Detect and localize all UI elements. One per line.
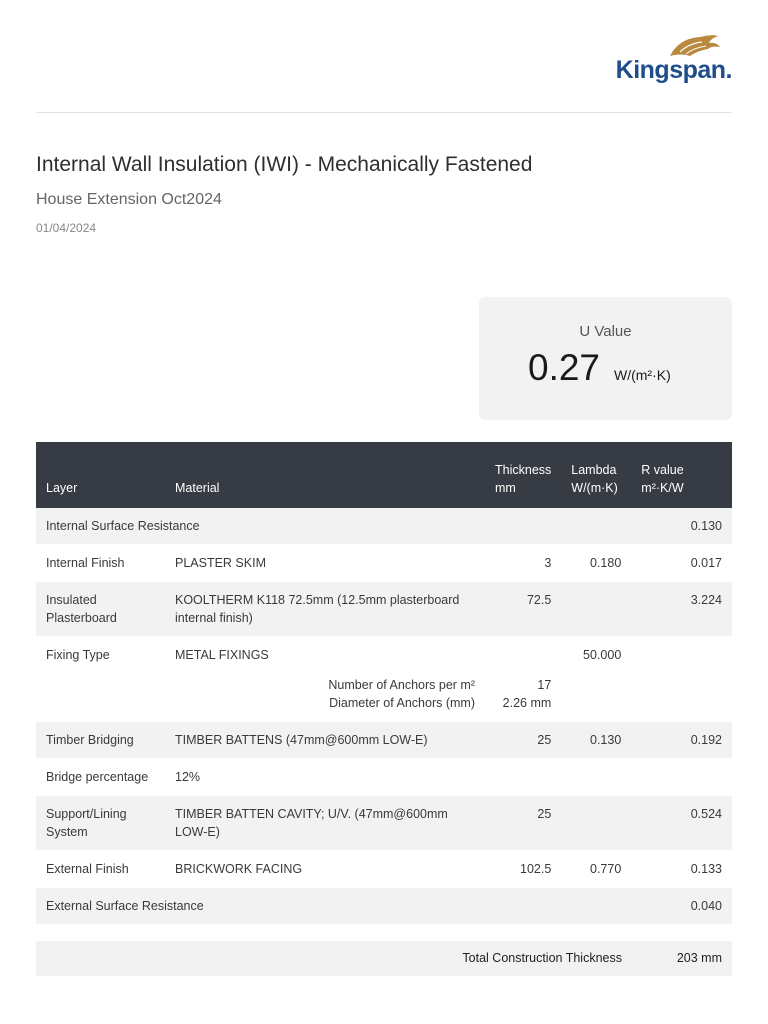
row-r-value: 0.133	[631, 851, 732, 888]
total-thickness-label: Total Construction Thickness	[462, 951, 622, 965]
row-r-value: 0.192	[631, 722, 732, 759]
kingspan-logo	[612, 32, 732, 88]
page-title: Internal Wall Insulation (IWI) - Mechanically Fastened	[36, 153, 533, 176]
table-header-row	[36, 442, 732, 508]
row-material: BRICKWORK FACING	[165, 851, 485, 888]
table-row	[36, 722, 732, 759]
row-lambda	[561, 759, 631, 796]
row-layer: Insulated Plasterboard	[36, 582, 165, 637]
row-layer: Internal Surface Resistance	[36, 508, 631, 545]
row-material	[165, 637, 485, 722]
table-row	[36, 796, 732, 851]
row-thickness: 25	[485, 796, 561, 851]
anchors-diameter-label: Diameter of Anchors (mm)	[329, 696, 475, 710]
row-layer: Bridge percentage	[36, 759, 165, 796]
header-material: Material	[165, 442, 485, 508]
row-thickness	[485, 759, 561, 796]
row-lambda: 0.130	[561, 722, 631, 759]
row-layer: External Surface Resistance	[36, 888, 631, 925]
table-row	[36, 582, 732, 637]
u-value-card	[479, 297, 732, 420]
logo-wordmark: Kingspan.	[615, 56, 732, 84]
row-r-value: 0.017	[631, 545, 732, 582]
row-r-value	[631, 759, 732, 796]
row-lambda: 50.000	[561, 637, 631, 722]
construction-layers-table	[36, 442, 732, 925]
table-row	[36, 508, 732, 545]
header-layer: Layer	[36, 442, 165, 508]
anchors-count-label: Number of Anchors per m²	[328, 678, 475, 692]
table-row	[36, 637, 732, 722]
row-layer: Timber Bridging	[36, 722, 165, 759]
row-material: TIMBER BATTENS (47mm@600mm LOW-E)	[165, 722, 485, 759]
row-r-value: 0.040	[631, 888, 732, 925]
report-date: 01/04/2024	[36, 221, 97, 235]
anchors-diameter-value: 2.26 mm	[502, 696, 552, 710]
row-lambda: 0.180	[561, 545, 631, 582]
row-material: 12%	[165, 759, 485, 796]
row-material: KOOLTHERM K118 72.5mm (12.5mm plasterboard internal finish)	[165, 582, 485, 637]
row-thickness: 3	[485, 545, 561, 582]
table-row	[36, 888, 732, 925]
header-divider	[36, 112, 732, 113]
row-r-value: 0.524	[631, 796, 732, 851]
row-thickness: 72.5	[485, 582, 561, 637]
row-thickness: 102.5	[485, 851, 561, 888]
anchors-count-value: 17	[537, 678, 552, 692]
row-lambda	[561, 796, 631, 851]
row-material-text: METAL FIXINGS	[175, 648, 269, 662]
row-lambda: 0.770	[561, 851, 631, 888]
row-layer: Internal Finish	[36, 545, 165, 582]
u-value-label: U Value	[579, 323, 632, 340]
header-thickness: Thickness mm	[485, 442, 561, 508]
row-layer: Fixing Type	[36, 637, 165, 722]
header-r-value: R value m²·K/W	[631, 442, 732, 508]
table-row	[36, 759, 732, 796]
u-value-number: 0.27	[528, 347, 601, 388]
row-r-value: 3.224	[631, 582, 732, 637]
project-name: House Extension Oct2024	[36, 191, 222, 208]
row-r-value: 0.130	[631, 508, 732, 545]
row-r-value	[631, 637, 732, 722]
total-thickness-value: 203 mm	[676, 951, 722, 965]
row-thickness	[485, 637, 561, 722]
header-lambda: Lambda W/(m·K)	[561, 442, 631, 508]
total-thickness-bar	[36, 941, 732, 976]
row-layer: External Finish	[36, 851, 165, 888]
row-material: TIMBER BATTEN CAVITY; U/V. (47mm@600mm LOW-E)	[165, 796, 485, 851]
row-lambda	[561, 582, 631, 637]
table-row	[36, 545, 732, 582]
row-material: PLASTER SKIM	[165, 545, 485, 582]
row-layer: Support/Lining System	[36, 796, 165, 851]
row-thickness: 25	[485, 722, 561, 759]
table-row	[36, 851, 732, 888]
u-value-unit: W/(m²·K)	[614, 367, 671, 383]
